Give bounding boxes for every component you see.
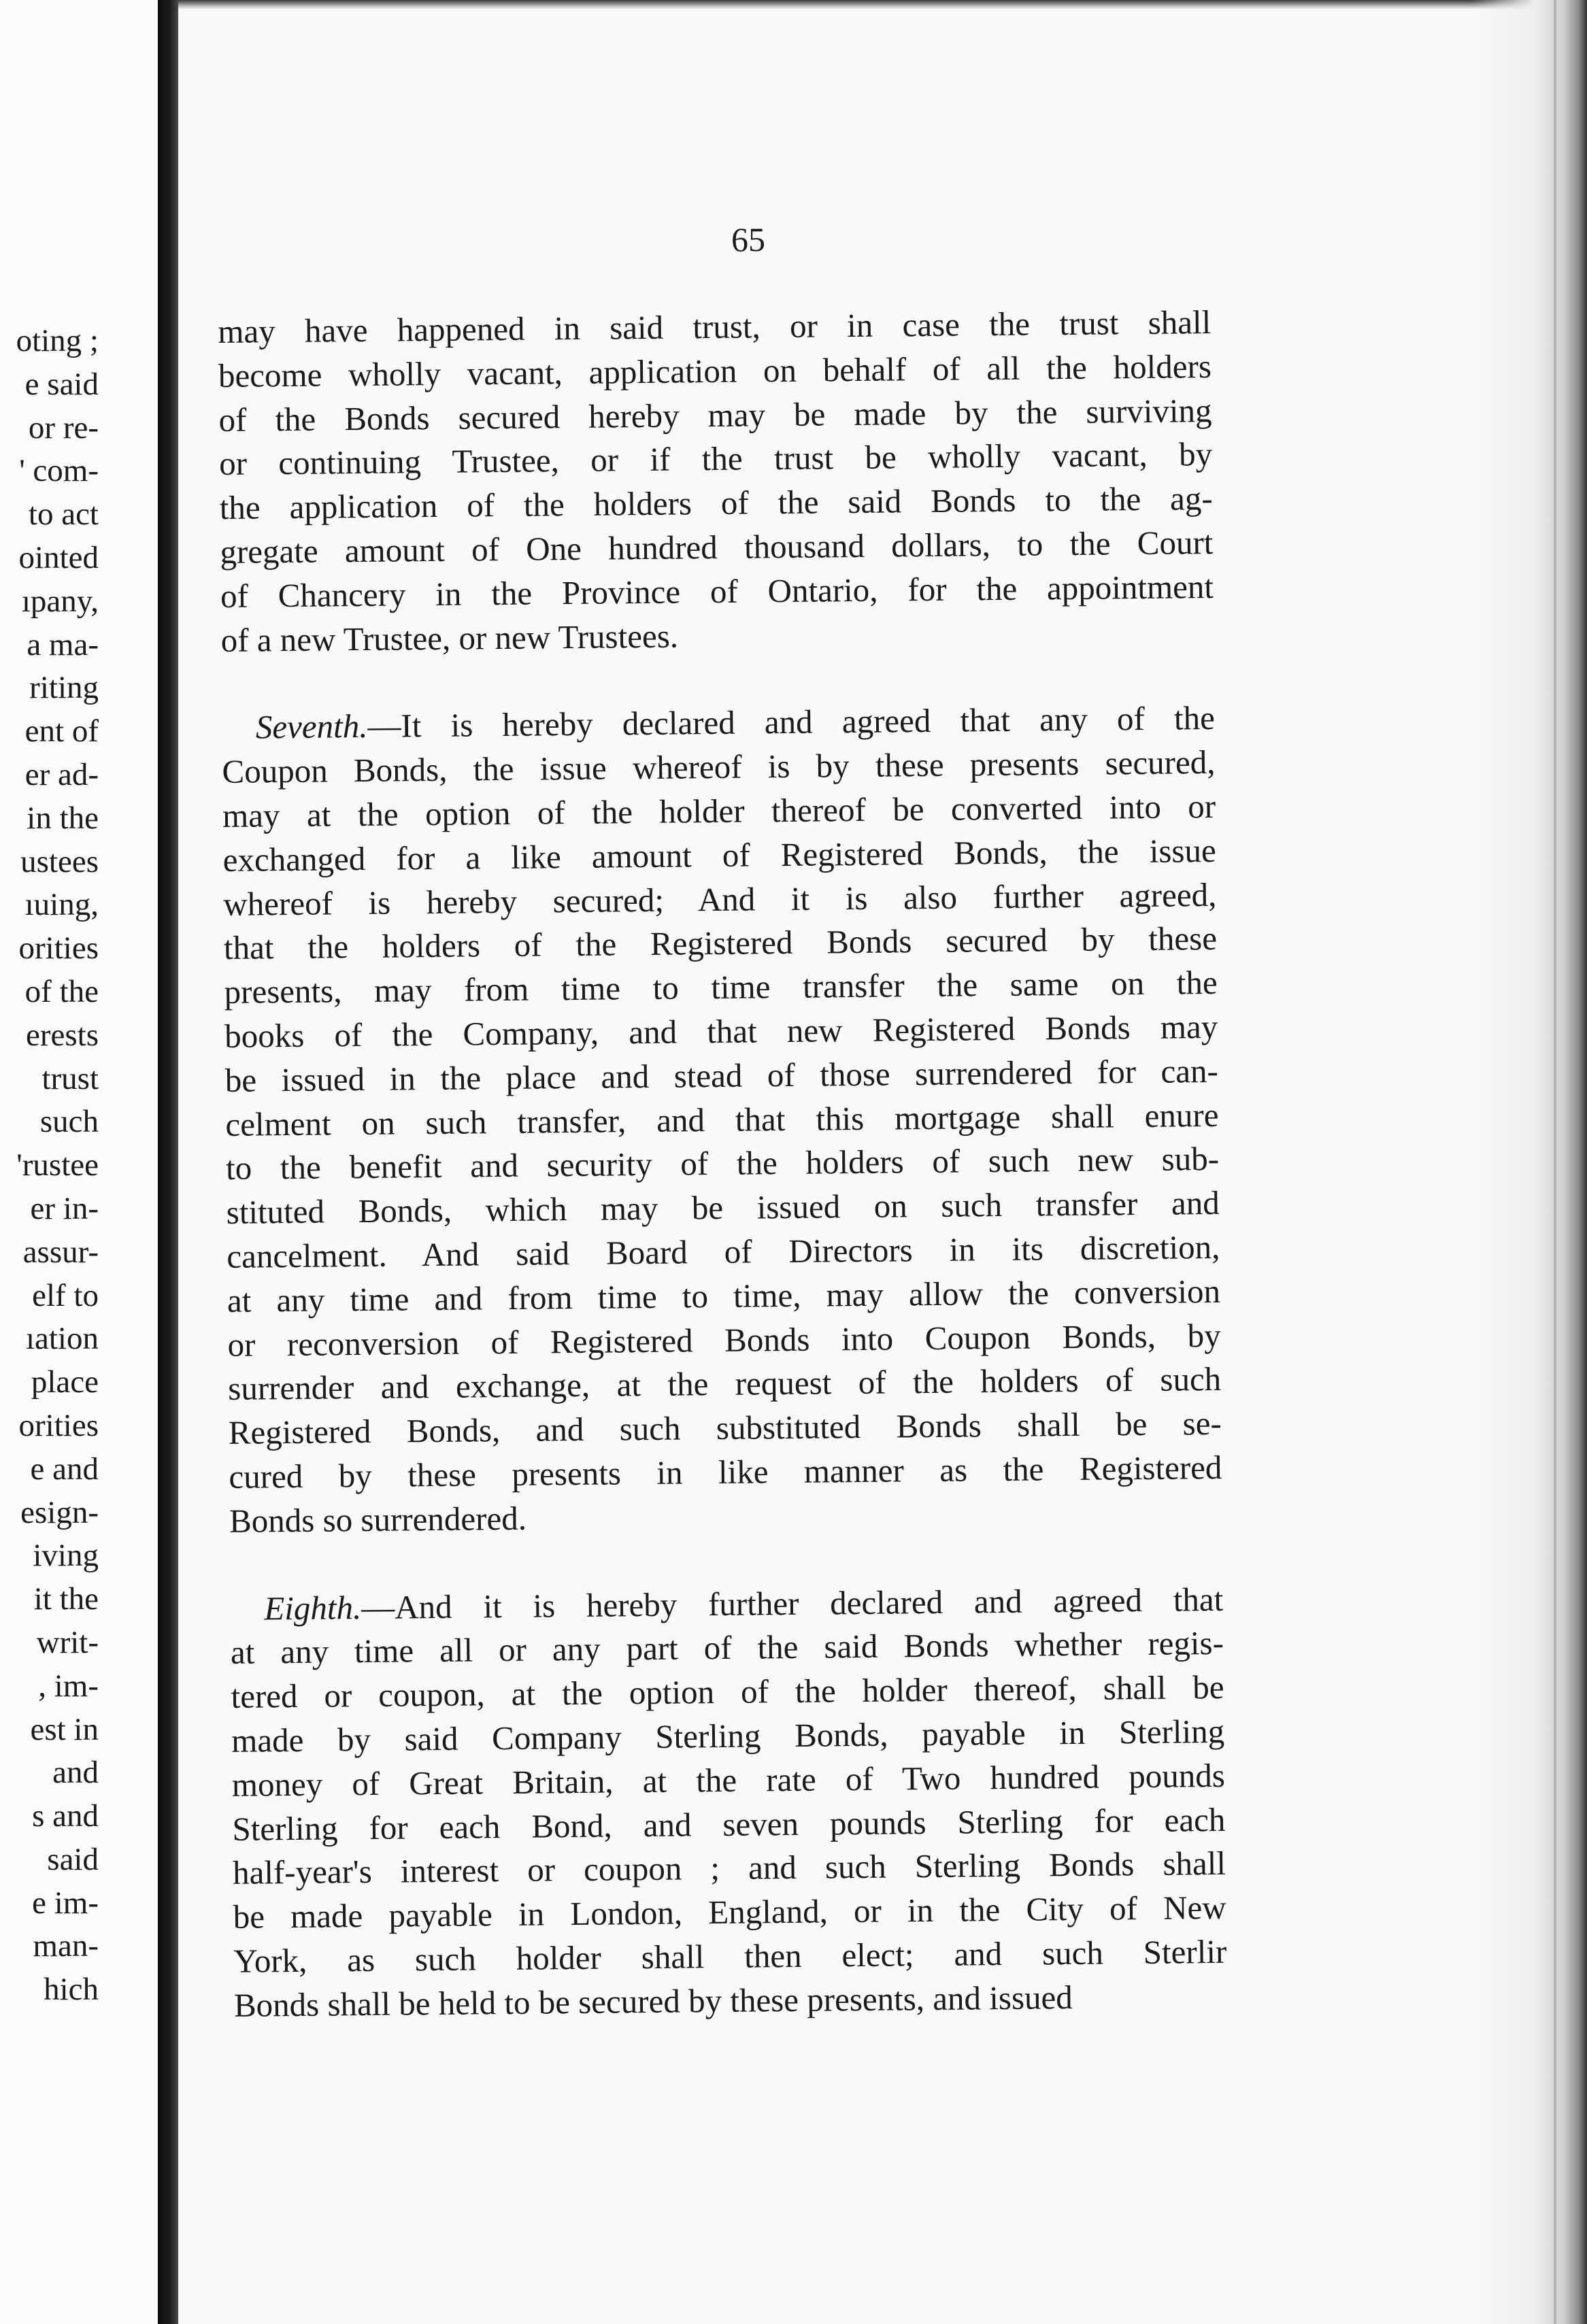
text-line: whereof is hereby secured; And it is also further agreed, bbox=[223, 875, 1217, 923]
facing-page-fragment: esign- bbox=[20, 1494, 99, 1530]
facing-page-fragment: trust bbox=[41, 1060, 99, 1096]
facing-page-fragment: in the bbox=[27, 800, 99, 836]
text-line-content: —It is hereby declared and agreed that any of the bbox=[367, 699, 1216, 745]
text-line: cancelment. And said Board of Directors in its discretion, bbox=[227, 1228, 1220, 1275]
page-top-edge bbox=[178, 0, 1587, 10]
text-line: exchanged for a like amount of Registered Bonds, the issue bbox=[222, 831, 1216, 879]
page-right-edge bbox=[1471, 0, 1587, 2324]
text-line: of Chancery in the Province of Ontario, for the appointment bbox=[220, 567, 1214, 615]
facing-page-fragment: and bbox=[52, 1755, 99, 1791]
page-number: 65 bbox=[731, 220, 765, 258]
text-line: Sterling for each Bond, and seven pounds Sterling for each bbox=[232, 1800, 1226, 1848]
facing-page-fragment: hich bbox=[44, 1972, 99, 2008]
facing-page-fragment: e and bbox=[30, 1451, 99, 1487]
facing-page-fragment: ointed bbox=[18, 539, 99, 575]
facing-page-fragment: ıpany, bbox=[21, 583, 99, 619]
text-line: at any time all or any part of the said Bonds whether regis- bbox=[230, 1624, 1224, 1672]
facing-page-fragment: of the bbox=[24, 973, 99, 1009]
facing-page-fragment: , im- bbox=[38, 1668, 99, 1704]
facing-page-fragment: s and bbox=[32, 1798, 99, 1834]
page-fold-line bbox=[1554, 0, 1556, 2324]
facing-page-fragment: orities bbox=[18, 1407, 99, 1443]
facing-page-fragment: such bbox=[39, 1104, 99, 1140]
facing-page bbox=[0, 0, 158, 2324]
text-line: at any time and from time to time, may allow the conversion bbox=[227, 1272, 1221, 1319]
text-line: Coupon Bonds, the issue whereof is by these presents secured, bbox=[222, 743, 1216, 791]
facing-page-fragment: it the bbox=[33, 1581, 99, 1617]
facing-page-fragment: said bbox=[47, 1841, 99, 1877]
facing-page-fragment: ' com- bbox=[19, 453, 99, 489]
text-line: of the Bonds secured hereby may be made by the surviving bbox=[218, 391, 1212, 439]
facing-page-fragment: riting bbox=[29, 670, 99, 706]
text-line: books of the Company, and that new Registered Bonds may bbox=[224, 1007, 1218, 1055]
text-line: York, as such holder shall then elect; and such Sterlir bbox=[233, 1932, 1227, 1980]
facing-page-fragment: ıuing, bbox=[24, 887, 99, 923]
text-line: Bonds so surrendered. bbox=[229, 1499, 527, 1540]
text-line: cured by these presents in like manner as the Registered bbox=[229, 1448, 1222, 1496]
text-line: half-year's interest or coupon ; and such Sterling Bonds shall bbox=[232, 1845, 1226, 1892]
facing-page-fragment: elf to bbox=[32, 1277, 99, 1313]
book-gutter bbox=[158, 0, 178, 2324]
text-line: or continuing Trustee, or if the trust be wholly vacant, by bbox=[218, 435, 1213, 483]
facing-page-fragment: e said bbox=[24, 366, 99, 402]
text-line: be made payable in London, England, or in the City of New bbox=[233, 1888, 1226, 1936]
text-line: gregate amount of One hundred thousand dollars, to the Court bbox=[220, 523, 1214, 571]
facing-page-fragment: a ma- bbox=[27, 626, 99, 662]
facing-page-fragment: est in bbox=[30, 1711, 99, 1747]
facing-page-fragment: er ad- bbox=[24, 756, 99, 792]
paragraph bbox=[222, 696, 1223, 1543]
body-text bbox=[218, 301, 1227, 2027]
main-page bbox=[178, 0, 1587, 2324]
text-line: tered or coupon, at the option of the holder thereof, shall be bbox=[231, 1668, 1224, 1716]
facing-page-fragment: 'rustee bbox=[16, 1147, 99, 1183]
text-line: presents, may from time to time transfer the same on the bbox=[224, 964, 1218, 1011]
text-line: celment on such transfer, and that this mortgage shall enure bbox=[225, 1096, 1219, 1143]
paragraph bbox=[230, 1577, 1227, 2027]
text-line: stituted Bonds, which may be issued on such transfer and bbox=[226, 1184, 1220, 1232]
facing-page-fragment: place bbox=[31, 1364, 99, 1400]
facing-page-fragment: or re- bbox=[28, 409, 99, 445]
facing-page-fragment: to act bbox=[28, 496, 99, 533]
facing-page-fragment: e im- bbox=[32, 1885, 99, 1921]
text-line: made by said Company Sterling Bonds, payable in Sterling bbox=[231, 1712, 1225, 1759]
facing-page-fragment: ıation bbox=[25, 1321, 99, 1357]
facing-page-fragment: writ- bbox=[36, 1624, 99, 1660]
text-line: may have happened in said trust, or in case the trust shall bbox=[218, 303, 1212, 350]
text-line: become wholly vacant, application on behalf of all the holders bbox=[218, 347, 1212, 394]
paragraph bbox=[218, 301, 1214, 662]
facing-page-fragment: ent of bbox=[24, 713, 99, 750]
paragraph-lead: Seventh. bbox=[255, 707, 368, 746]
text-line: may at the option of the holder thereof be converted into or bbox=[222, 787, 1216, 835]
facing-page-text-fragments bbox=[0, 320, 99, 2012]
text-line: of a new Trustee, or new Trustees. bbox=[220, 617, 679, 659]
text-line: surrender and exchange, at the request of the holders of such bbox=[227, 1360, 1222, 1408]
facing-page-fragment: er in- bbox=[30, 1190, 99, 1226]
facing-page-fragment: orities bbox=[18, 930, 99, 966]
facing-page-fragment: assur- bbox=[22, 1234, 99, 1270]
paragraph-lead: Eighth. bbox=[264, 1588, 362, 1627]
facing-page-fragment: erests bbox=[25, 1017, 99, 1053]
text-line: the application of the holders of the said Bonds to the ag- bbox=[219, 479, 1213, 527]
text-line: Bonds shall be held to be secured by these presents, and issued bbox=[233, 1978, 1073, 2024]
facing-page-fragment: iving bbox=[33, 1538, 99, 1574]
text-line: money of Great Britain, at the rate of Two hundred pounds bbox=[231, 1756, 1226, 1804]
text-line: that the holders of the Registered Bonds secured by these bbox=[223, 920, 1218, 967]
facing-page-fragment: oting ; bbox=[16, 323, 99, 358]
text-line-content: —And it is hereby further declared and agreed that bbox=[361, 1580, 1224, 1626]
facing-page-fragment: ustees bbox=[20, 843, 99, 879]
facing-page-fragment: man- bbox=[33, 1928, 99, 1964]
text-line: to the benefit and security of the holders of such new sub- bbox=[225, 1140, 1220, 1188]
text-line: Registered Bonds, and such substituted Bonds shall be se- bbox=[228, 1404, 1222, 1452]
text-line: or reconversion of Registered Bonds into Coupon Bonds, by bbox=[227, 1316, 1221, 1364]
text-line: be issued in the place and stead of those surrendered for can- bbox=[224, 1051, 1219, 1099]
